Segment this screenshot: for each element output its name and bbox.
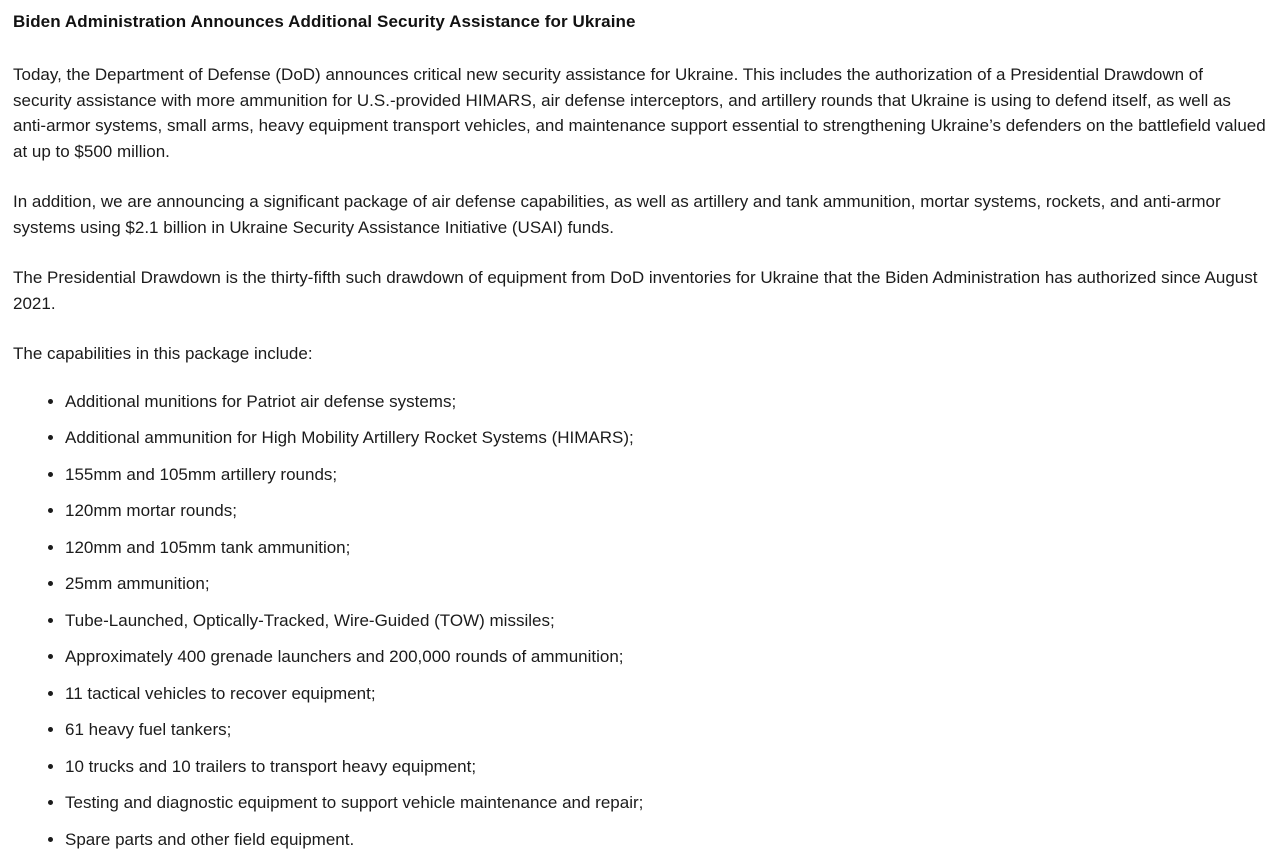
paragraph-usai-package: In addition, we are announcing a significant package of air defense capabilities, as well as artillery and tank ammunition, mortar systems, rockets, and anti-armor systems using $2.1 billion in Ukraine Security Assistance Initiative (USAI) funds. xyxy=(13,192,1221,237)
list-item: • 120mm and 105mm tank ammunition; xyxy=(65,535,1265,561)
paragraph-announcement: Today, the Department of Defense (DoD) announces critical new security assistance for Ukraine. This includes the authorization of a Presidential Drawdown of security assistance with more ammunition for U.S.-provided HIMARS, air defense interceptors, and artillery rounds that Ukraine is using to defend itself, as well as anti-armor systems, small arms, heavy equipment transport vehicles, and maintenance support essential to strengthening Ukraine’s defenders on the battlefield valued at up to $500 million. xyxy=(13,65,1266,161)
list-item: • 61 heavy fuel tankers; xyxy=(65,717,1265,743)
list-item: • Testing and diagnostic equipment to support vehicle maintenance and repair; xyxy=(65,790,1265,816)
paragraph-drawdown-count: The Presidential Drawdown is the thirty-fifth such drawdown of equipment from DoD inventories for Ukraine that the Biden Administration has authorized since August 2021. xyxy=(13,268,1258,313)
paragraph-capabilities-intro: The capabilities in this package include: xyxy=(13,344,313,363)
list-item: • Spare parts and other field equipment. xyxy=(65,827,1265,853)
list-item: • 10 trucks and 10 trailers to transport heavy equipment; xyxy=(65,754,1265,780)
list-item: • Approximately 400 grenade launchers and 200,000 rounds of ammunition; xyxy=(65,644,1265,670)
list-item: • Tube-Launched, Optically-Tracked, Wire-Guided (TOW) missiles; xyxy=(65,608,1265,634)
page-title: Biden Administration Announces Additional Security Assistance for Ukraine xyxy=(13,12,636,31)
list-item: • Additional ammunition for High Mobility Artillery Rocket Systems (HIMARS); xyxy=(65,425,1265,451)
list-item: • 25mm ammunition; xyxy=(65,571,1265,597)
capabilities-list xyxy=(13,389,1265,853)
list-item: • 11 tactical vehicles to recover equipment; xyxy=(65,681,1265,707)
list-item: • 155mm and 105mm artillery rounds; xyxy=(65,462,1265,488)
list-item: • Additional munitions for Patriot air defense systems; xyxy=(65,389,1265,415)
list-item: • 120mm mortar rounds; xyxy=(65,498,1265,524)
